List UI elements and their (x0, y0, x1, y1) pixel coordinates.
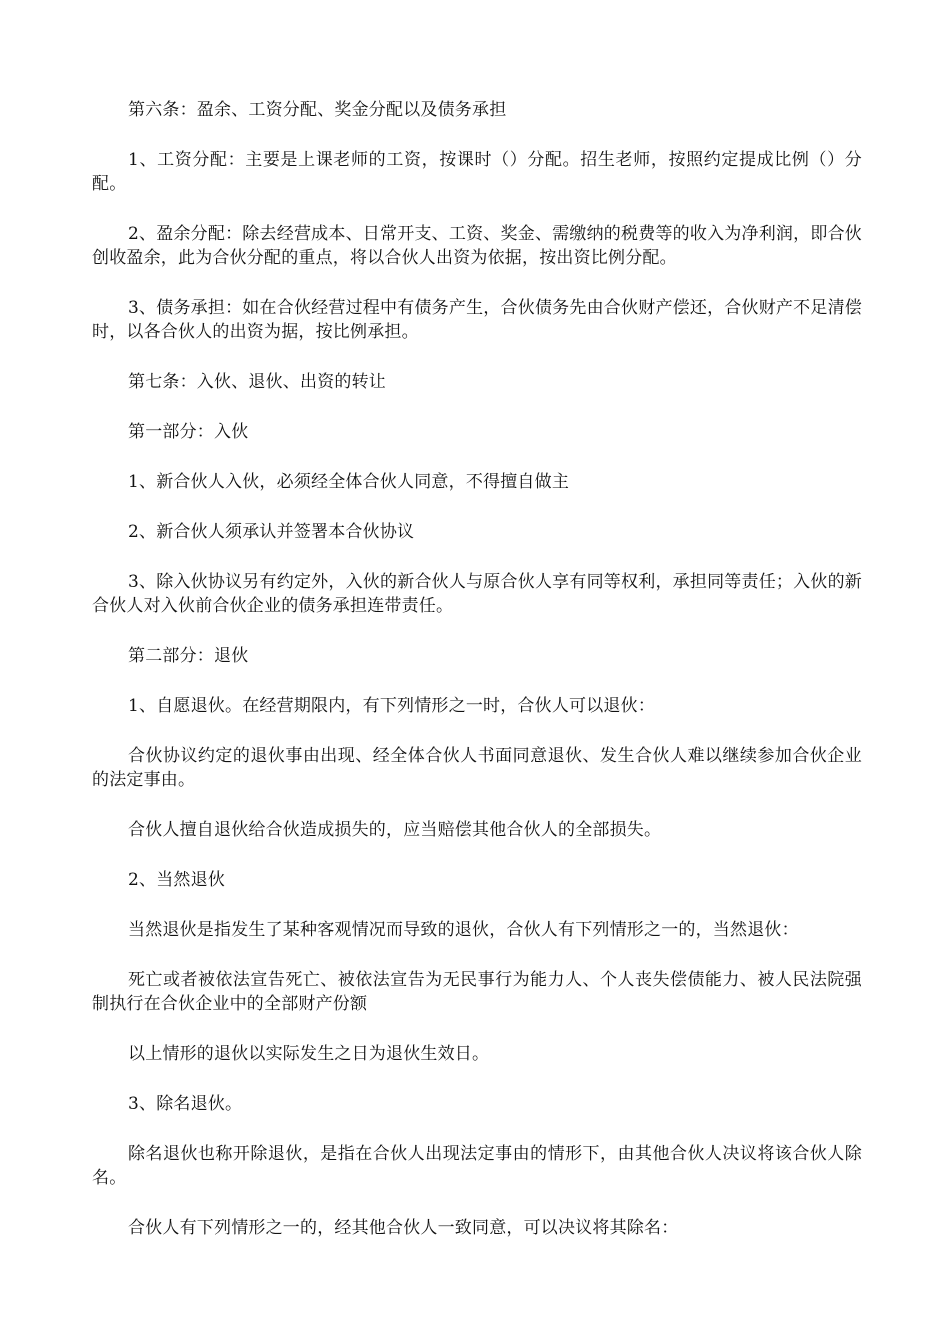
clause-debt-bearing: 3、债务承担：如在合伙经营过程中有债务产生，合伙债务先由合伙财产偿还，合伙财产不足清偿时，以各合伙人的出资为据，按比例承担。 (92, 298, 862, 342)
clause-joining-sign: 2、新合伙人须承认并签署本合伙协议 (128, 522, 415, 542)
clause-automatic-definition: 当然退伙是指发生了某种客观情况而导致的退伙，合伙人有下列情形之一的，当然退伙： (128, 920, 799, 940)
clause-automatic-effective-date: 以上情形的退伙以实际发生之日为退伙生效日。 (128, 1044, 490, 1064)
clause-joining-consent: 1、新合伙人入伙，必须经全体合伙人同意，不得擅自做主 (128, 472, 570, 492)
heading-article-7: 第七条：入伙、退伙、出资的转让 (128, 372, 386, 392)
document-page (92, 98, 862, 1266)
clause-expulsion-definition: 除名退伙也称开除退伙，是指在合伙人出现法定事由的情形下，由其他合伙人决议将该合伙人除名。 (92, 1144, 862, 1188)
clause-surplus-distribution: 2、盈余分配：除去经营成本、日常开支、工资、奖金、需缴纳的税费等的收入为净利润，即合伙创收盈余，此为合伙分配的重点，将以合伙人出资为依据，按出资比例分配。 (92, 224, 862, 268)
clause-salary-distribution: 1、工资分配：主要是上课老师的工资，按课时（）分配。招生老师，按照约定提成比例（）分配。 (92, 150, 862, 194)
clause-expulsion-conditions: 合伙人有下列情形之一的，经其他合伙人一致同意，可以决议将其除名： (128, 1218, 679, 1238)
clause-automatic-conditions: 死亡或者被依法宣告死亡、被依法宣告为无民事行为能力人、个人丧失偿债能力、被人民法院强制执行在合伙企业中的全部财产份额 (92, 970, 862, 1014)
heading-part-1-joining: 第一部分：入伙 (128, 422, 249, 442)
heading-article-6: 第六条：盈余、工资分配、奖金分配以及债务承担 (128, 100, 507, 120)
heading-part-2-withdrawal: 第二部分：退伙 (128, 646, 249, 666)
clause-voluntary-compensation: 合伙人擅自退伙给合伙造成损失的，应当赔偿其他合伙人的全部损失。 (128, 820, 662, 840)
clause-automatic-withdrawal: 2、当然退伙 (128, 870, 226, 890)
clause-voluntary-conditions: 合伙协议约定的退伙事由出现、经全体合伙人书面同意退伙、发生合伙人难以继续参加合伙企业的法定事由。 (92, 746, 862, 790)
clause-expulsion-withdrawal: 3、除名退伙。 (128, 1094, 243, 1114)
clause-joining-rights: 3、除入伙协议另有约定外，入伙的新合伙人与原合伙人享有同等权利，承担同等责任；入伙的新合伙人对入伙前合伙企业的债务承担连带责任。 (92, 572, 862, 616)
clause-voluntary-withdrawal: 1、自愿退伙。在经营期限内，有下列情形之一时，合伙人可以退伙： (128, 696, 656, 716)
